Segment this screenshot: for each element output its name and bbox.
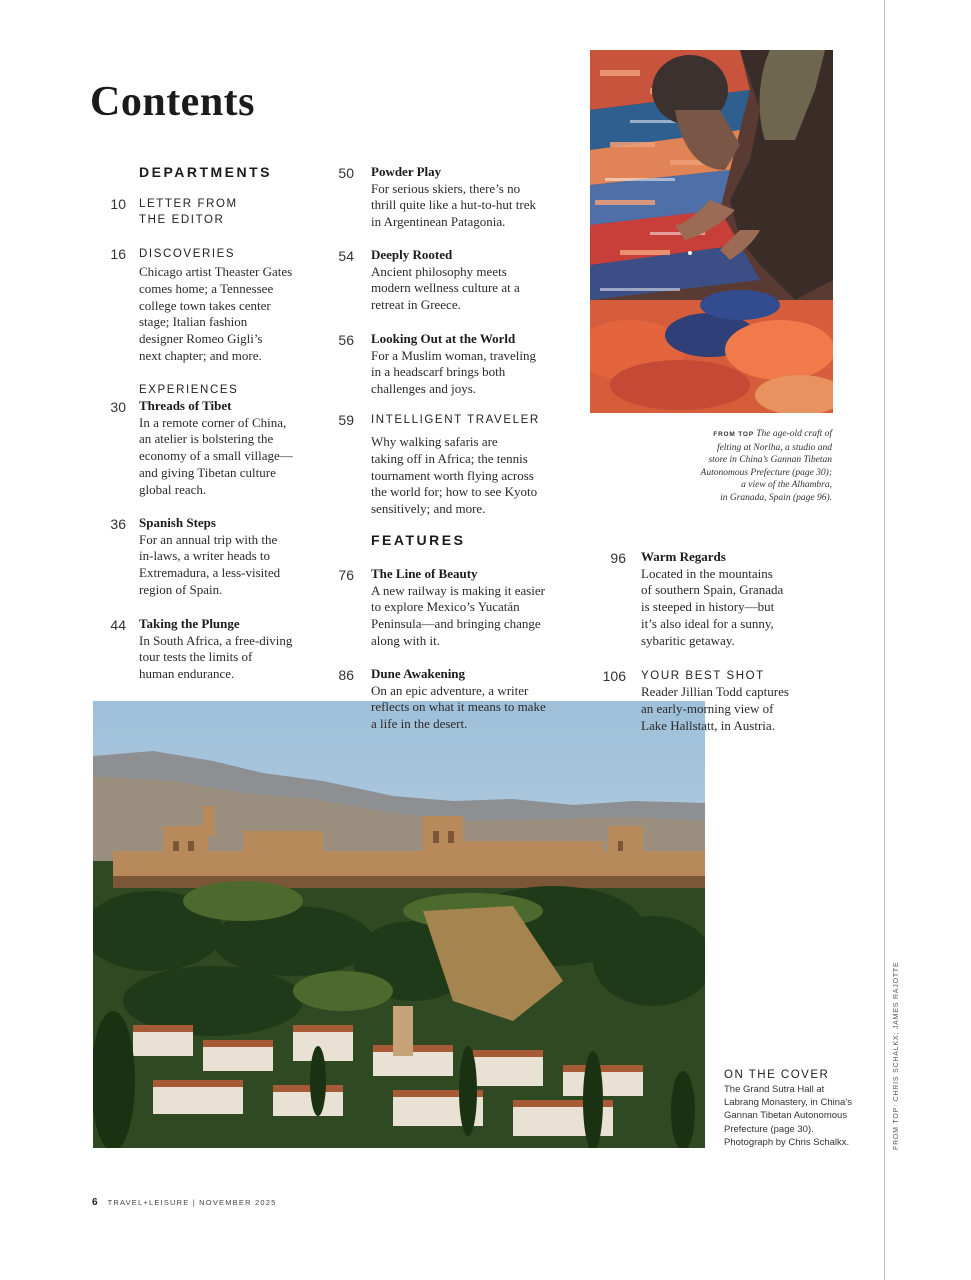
on-the-cover bbox=[724, 1069, 874, 1149]
page-number: 16 bbox=[110, 246, 126, 262]
desc-line: In South Africa, a free-diving bbox=[139, 632, 293, 648]
entry-title: Warm Regards bbox=[641, 549, 726, 564]
caption-line: Autonomous Prefecture (page 30); bbox=[700, 467, 832, 478]
page-number: 76 bbox=[338, 567, 354, 583]
desc-line: reflects on what it means to make bbox=[371, 699, 546, 715]
entry-title: Deeply Rooted bbox=[371, 247, 453, 262]
desc-line: region of Spain. bbox=[139, 581, 223, 597]
folio-page-number: 6 bbox=[92, 1197, 98, 1208]
desc-line: in a headscarf brings both bbox=[371, 364, 506, 380]
letter-from-editor-label bbox=[139, 196, 238, 228]
photo-credit: FROM TOP: CHRIS SCHALKX; JAMES RAJOTTE bbox=[893, 961, 900, 1150]
beauty-entry bbox=[371, 566, 571, 650]
entry-title: Threads of Tibet bbox=[139, 398, 232, 413]
desc-line: it’s also ideal for a sunny, bbox=[641, 615, 774, 631]
desc-line: Lake Hallstatt, in Austria. bbox=[641, 717, 775, 733]
desc-line: an atelier is bolstering the bbox=[139, 431, 274, 447]
page-number: 44 bbox=[110, 617, 126, 633]
desc-line: economy of a small village— bbox=[139, 448, 293, 464]
label-line: THE EDITOR bbox=[139, 214, 225, 226]
page-number: 36 bbox=[110, 516, 126, 532]
desc-line: For serious skiers, there’s no bbox=[371, 180, 521, 196]
desc-line: tournament worth flying across bbox=[371, 467, 534, 483]
plunge-entry bbox=[139, 616, 314, 683]
desc-line: comes home; a Tennessee bbox=[139, 280, 274, 296]
page-number: 106 bbox=[602, 668, 626, 684]
page-number: 56 bbox=[338, 332, 354, 348]
label-line: LETTER FROM bbox=[139, 198, 238, 210]
best-shot-entry bbox=[641, 668, 821, 734]
desc-line: an early-morning view of bbox=[641, 700, 774, 716]
rooted-entry bbox=[371, 247, 571, 314]
cover-line: Gannan Tibetan Autonomous bbox=[724, 1110, 848, 1122]
best-shot-label: YOUR BEST SHOT bbox=[641, 670, 765, 682]
alhambra-photo bbox=[93, 701, 705, 1148]
felting-photo bbox=[590, 50, 833, 413]
entry-title: Powder Play bbox=[371, 164, 442, 179]
desc-line: the world for; how to see Kyoto bbox=[371, 484, 538, 500]
desc-line: In a remote corner of China, bbox=[139, 414, 287, 430]
cover-line: The Grand Sutra Hall at bbox=[724, 1084, 825, 1095]
desc-line: next chapter; and more. bbox=[139, 347, 262, 363]
caption-line: in Granada, Spain (page 96). bbox=[720, 492, 832, 503]
desc-line: For an annual trip with the bbox=[139, 531, 278, 547]
desc-line: in Argentinean Patagonia. bbox=[371, 214, 506, 230]
intelligent-label: INTELLIGENT TRAVELER bbox=[371, 414, 540, 426]
desc-line: A new railway is making it easier bbox=[371, 582, 546, 598]
photo-caption bbox=[620, 428, 832, 504]
folio bbox=[92, 1192, 276, 1210]
desc-line: of southern Spain, Granada bbox=[641, 582, 784, 598]
intelligent-entry bbox=[371, 412, 571, 518]
desc-line: and giving Tibetan culture bbox=[139, 464, 276, 480]
warm-entry bbox=[641, 549, 821, 649]
desc-line: to explore Mexico’s Yucatán bbox=[371, 599, 520, 615]
desc-line: challenges and joys. bbox=[371, 381, 477, 397]
caption-line: a view of the Alhambra, bbox=[741, 480, 832, 490]
dune-entry bbox=[371, 666, 571, 733]
departments-heading: DEPARTMENTS bbox=[139, 164, 273, 180]
desc-line: Ancient philosophy meets bbox=[371, 263, 507, 279]
desc-line: Reader Jillian Todd captures bbox=[641, 684, 789, 699]
desc-line: modern wellness culture at a bbox=[371, 280, 520, 296]
cover-line: Photograph by Chris Schalkx. bbox=[724, 1136, 850, 1148]
desc-line: Extremadura, a less-visited bbox=[139, 565, 281, 581]
threads-entry bbox=[139, 398, 314, 498]
entry-title: Looking Out at the World bbox=[371, 331, 516, 346]
page-title: Contents bbox=[90, 79, 256, 125]
cover-line: Prefecture (page 30). bbox=[724, 1123, 814, 1135]
desc-line: designer Romeo Gigli’s bbox=[139, 331, 263, 347]
page-number: 54 bbox=[338, 248, 354, 264]
desc-line: sensitively; and more. bbox=[371, 501, 486, 517]
desc-line: Located in the mountains bbox=[641, 565, 773, 581]
desc-line: college town takes center bbox=[139, 297, 271, 313]
desc-line: thrill quite like a hut-to-hut trek bbox=[371, 197, 536, 213]
experiences-label: EXPERIENCES bbox=[139, 384, 239, 396]
desc-line: sybaritic getaway. bbox=[641, 632, 735, 648]
desc-line: For a Muslim woman, traveling bbox=[371, 347, 537, 363]
page-number: 10 bbox=[110, 196, 126, 212]
desc-line: in-laws, a writer heads to bbox=[139, 548, 271, 564]
entry-title: The Line of Beauty bbox=[371, 566, 478, 581]
desc-line: Why walking safaris are bbox=[371, 434, 498, 449]
desc-line: Peninsula—and bringing change bbox=[371, 616, 541, 632]
desc-line: stage; Italian fashion bbox=[139, 314, 248, 330]
desc-line: global reach. bbox=[139, 481, 207, 497]
page-edge-rule bbox=[884, 0, 885, 1280]
cover-line: Labrang Monastery, in China’s bbox=[724, 1097, 852, 1109]
spanish-entry bbox=[139, 515, 314, 599]
entry-title: Spanish Steps bbox=[139, 515, 216, 530]
desc-line: a life in the desert. bbox=[371, 716, 468, 732]
caption-lead: FROM TOP bbox=[713, 431, 754, 438]
discoveries-entry bbox=[139, 246, 314, 365]
page-number: 50 bbox=[338, 165, 354, 181]
page-number: 86 bbox=[338, 667, 354, 683]
caption-line: felting at Norlha, a studio and bbox=[716, 442, 832, 453]
features-heading: FEATURES bbox=[371, 532, 466, 548]
entry-title: Taking the Plunge bbox=[139, 616, 240, 631]
desc-line: On an epic adventure, a writer bbox=[371, 682, 529, 698]
powder-entry bbox=[371, 164, 571, 231]
desc-line: tour tests the limits of bbox=[139, 649, 253, 665]
desc-line: Chicago artist Theaster Gates bbox=[139, 264, 293, 279]
page-number: 96 bbox=[610, 550, 626, 566]
desc-line: along with it. bbox=[371, 632, 440, 648]
entry-title: Dune Awakening bbox=[371, 666, 466, 681]
desc-line: retreat in Greece. bbox=[371, 297, 461, 313]
desc-line: human endurance. bbox=[139, 666, 235, 682]
looking-entry bbox=[371, 331, 571, 398]
discoveries-label: DISCOVERIES bbox=[139, 248, 236, 260]
page-number: 30 bbox=[110, 399, 126, 415]
desc-line: taking off in Africa; the tennis bbox=[371, 450, 528, 466]
caption-line: The age-old craft of bbox=[756, 429, 832, 439]
cover-heading: ON THE COVER bbox=[724, 1069, 830, 1081]
folio-text: TRAVEL+LEISURE | NOVEMBER 2025 bbox=[107, 1198, 277, 1207]
desc-line: is steeped in history—but bbox=[641, 599, 775, 615]
page-number: 59 bbox=[338, 412, 354, 428]
caption-line: store in China’s Gannan Tibetan bbox=[708, 455, 832, 465]
